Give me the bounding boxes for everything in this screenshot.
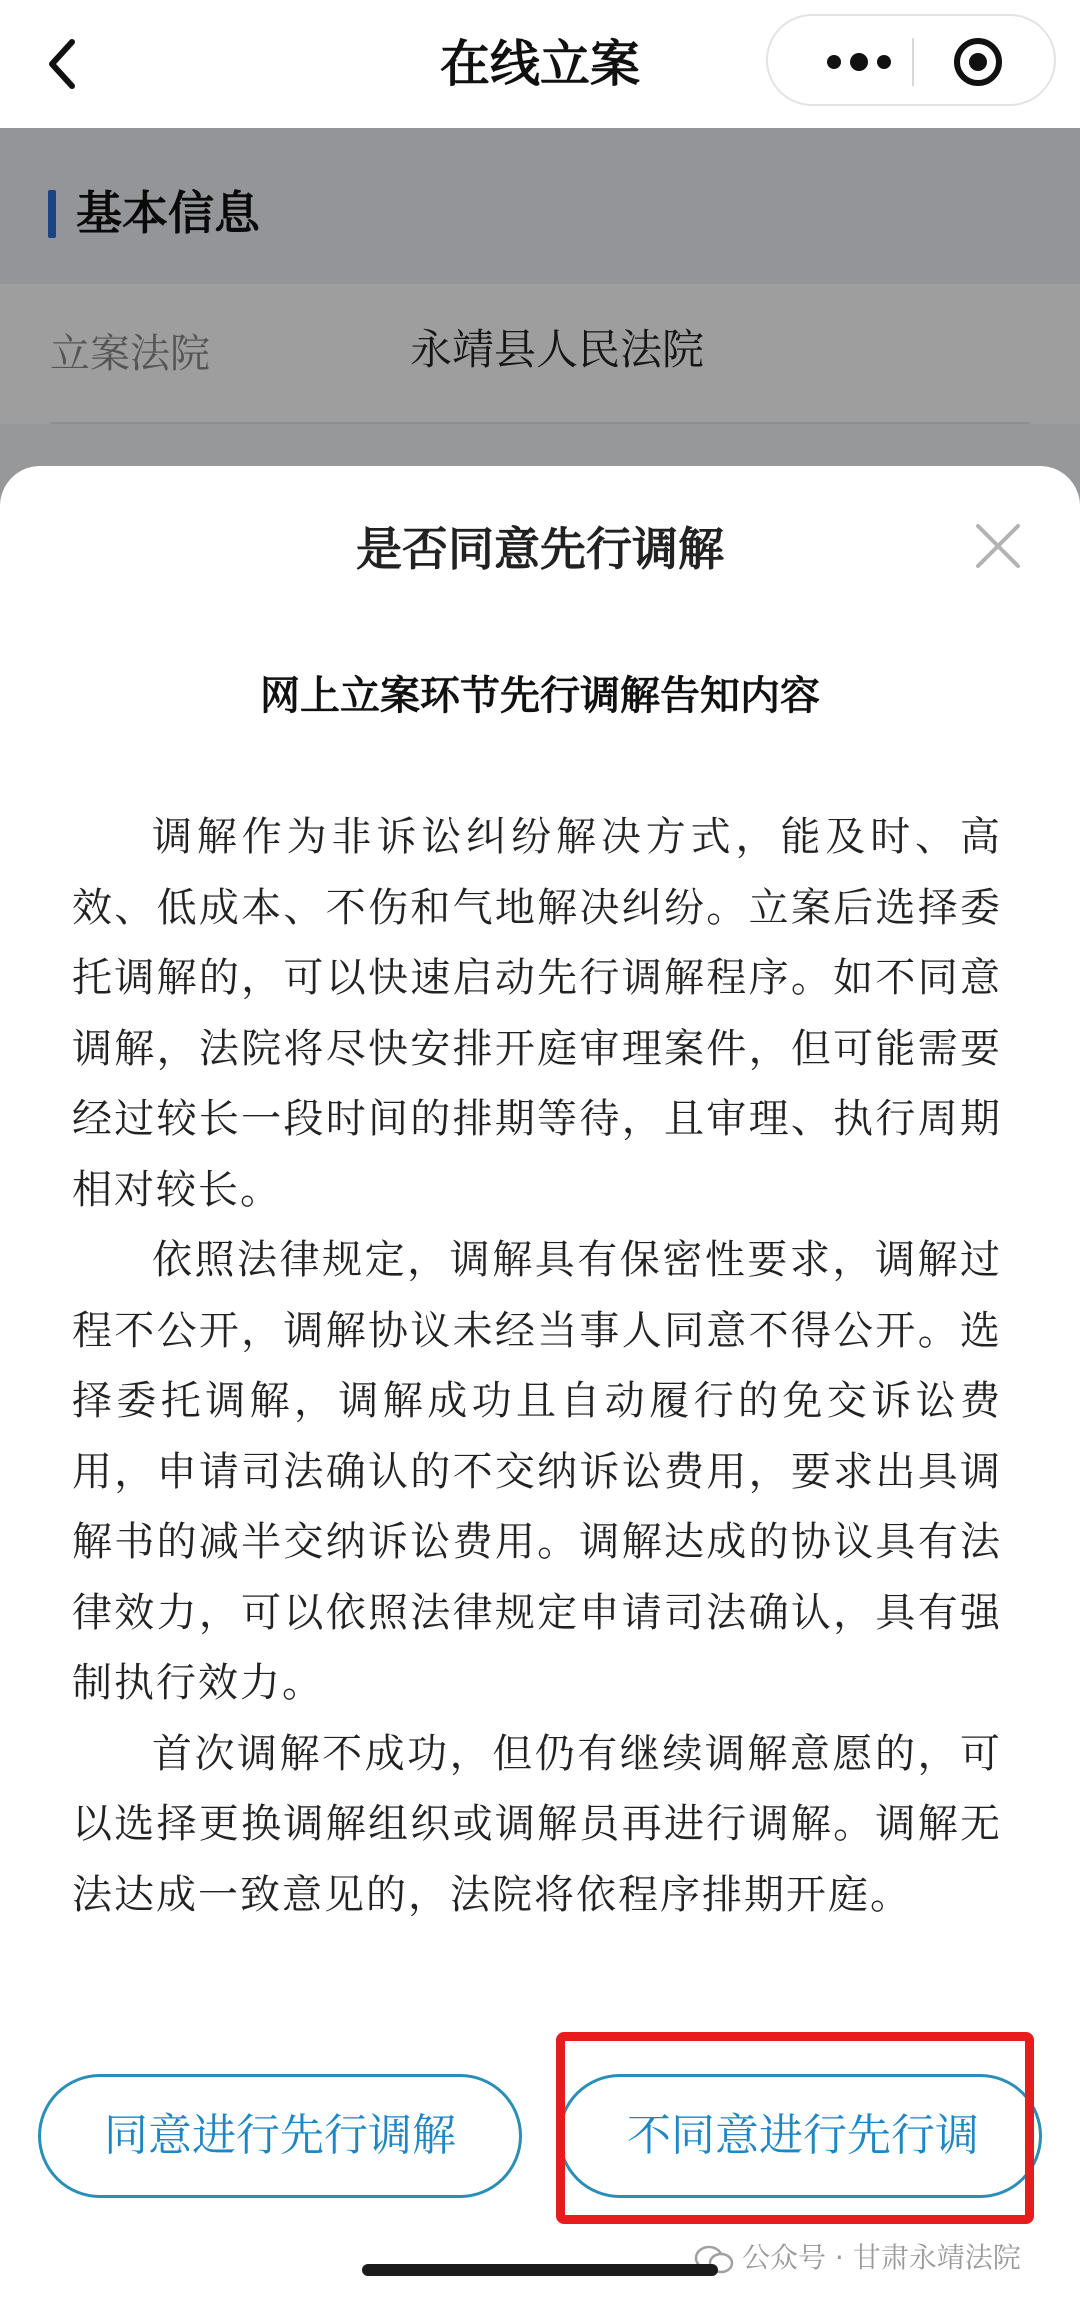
section-title: 基本信息 bbox=[76, 186, 260, 240]
notice-paragraph: 首次调解不成功，但仍有继续调解意愿的，可以选择更换调解组织或调解员再进行调解。调解无法达成一致意见的，法院将依程序排期开庭。 bbox=[72, 1730, 1002, 1918]
highlight-annotation bbox=[556, 2032, 1034, 2224]
court-value: 永靖县人民法院 bbox=[410, 325, 705, 374]
more-dots-icon bbox=[804, 38, 914, 86]
notice-body bbox=[72, 802, 1002, 1930]
agree-mediation-button[interactable]: 同意进行先行调解 bbox=[38, 2074, 522, 2198]
nav-bar bbox=[0, 0, 1080, 128]
miniprogram-capsule bbox=[766, 14, 1056, 106]
watermark-text: 公众号 · 甘肃永靖法院 bbox=[742, 2241, 1021, 2274]
notice-paragraph: 调解作为非诉讼纠纷解决方式，能及时、高效、低成本、不伤和气地解决纠纷。立案后选择委托调解的，可以快速启动先行调解程序。如不同意调解，法院将尽快安排开庭审理案件，但可能需要经过较长一段时间的排期等待，且审理、执行周期相对较长。 bbox=[72, 814, 1002, 1213]
dialog-title: 是否同意先行调解 bbox=[356, 522, 724, 576]
more-button[interactable] bbox=[804, 38, 914, 86]
home-indicator[interactable] bbox=[362, 2264, 718, 2276]
notice-paragraph: 依照法律规定，调解具有保密性要求，调解过程不公开，调解协议未经当事人同意不得公开。选择委托调解，调解成功且自动履行的免交诉讼费用，申请司法确认的不交纳诉讼费用，要求出具调解书的减半交纳诉讼费用。调解达成的协议具有法律效力，可以依照法律规定申请司法确认，具有强制执行效力。 bbox=[72, 1237, 1002, 1706]
watermark bbox=[694, 2236, 1021, 2280]
miniprogram-close-icon bbox=[948, 34, 1008, 90]
court-label: 立案法院 bbox=[50, 331, 210, 377]
capsule-divider bbox=[912, 38, 914, 86]
disagree-mediation-button[interactable]: 不同意进行先行调 bbox=[558, 2074, 1042, 2198]
miniprogram-close-button[interactable] bbox=[948, 34, 1008, 90]
close-icon bbox=[970, 518, 1026, 574]
mediation-dialog bbox=[0, 466, 1080, 2302]
dialog-close-button[interactable] bbox=[970, 518, 1026, 574]
notice-title: 网上立案环节先行调解告知内容 bbox=[260, 673, 820, 719]
page-title: 在线立案 bbox=[440, 35, 640, 93]
